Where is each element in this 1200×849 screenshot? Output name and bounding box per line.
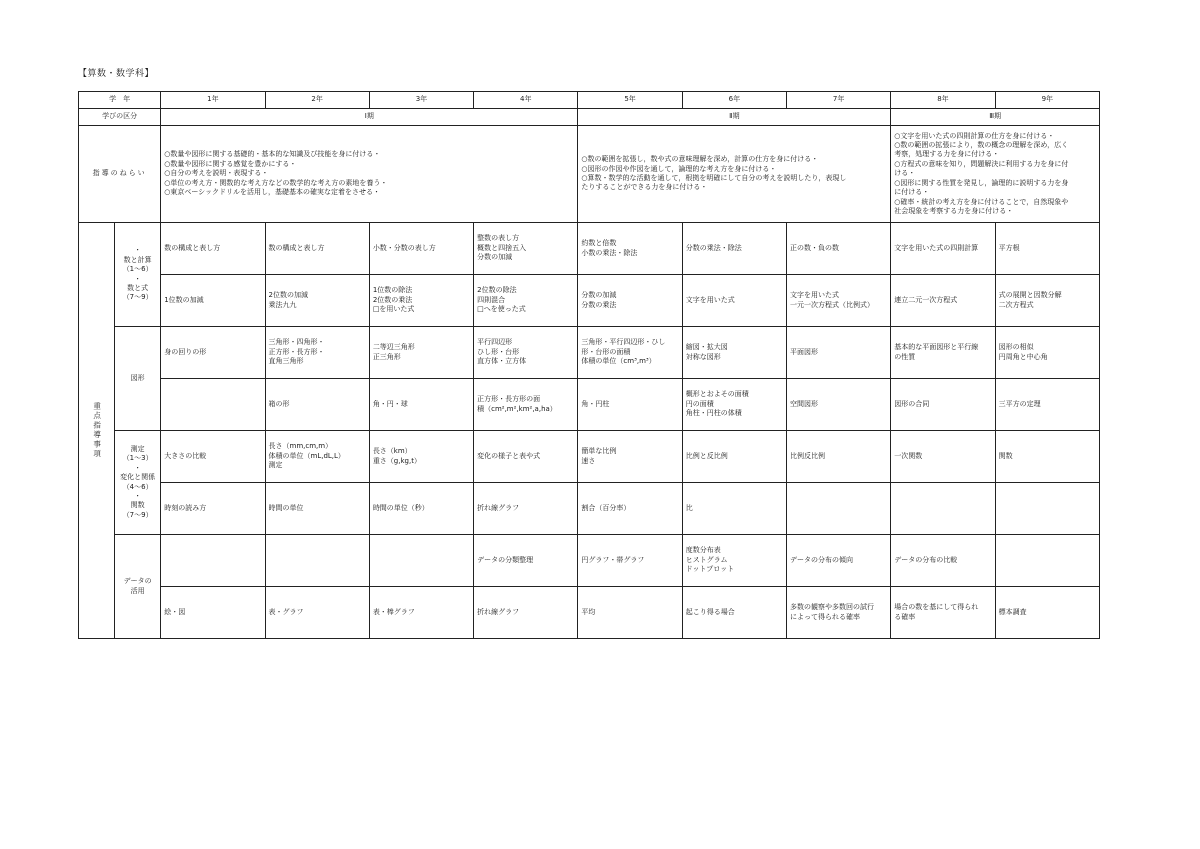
grade-cell	[265, 275, 369, 327]
grade-cell	[891, 587, 995, 639]
cell-line: 度数分布表	[685, 546, 721, 555]
grade-cell	[265, 431, 369, 483]
grade-4-header: 4年	[474, 92, 578, 109]
grade-cell	[161, 379, 265, 431]
cell-line: 図形の相似	[998, 343, 1034, 352]
figure-row-2	[79, 379, 1100, 431]
cell-line: 平面図形	[790, 347, 818, 356]
text-line: データの	[123, 577, 152, 586]
cell-line: 体積の単位（cm³,m³）	[581, 357, 656, 366]
stage-label: 学びの区分	[79, 109, 161, 126]
cell-line: 2位数の加減	[268, 291, 308, 300]
text-line: たりすることができる力を身に付ける・	[581, 183, 708, 192]
cell-line: 円グラフ・帯グラフ	[581, 555, 645, 564]
grade-cell	[161, 587, 265, 639]
text-line: 社会現象を考察する力を身に付ける・	[894, 207, 1014, 216]
cell-line: 分数の加減	[477, 253, 513, 262]
cell-line: 縮図・拡大図	[685, 343, 728, 352]
text-line: ・	[134, 274, 142, 283]
cell-line: 1位数の加減	[164, 295, 204, 304]
grade-cell	[474, 223, 578, 275]
cell-line: 時間の単位	[268, 503, 304, 512]
cell-line: 変化の様子と表や式	[477, 451, 541, 460]
grade-header-row	[79, 92, 1100, 109]
cell-line: 簡単な比例	[581, 447, 617, 456]
cell-line: 小数の乗法・除法	[581, 248, 638, 257]
cell-line: 2位数の乗法	[372, 295, 413, 304]
grade-cell	[995, 223, 1099, 275]
text-line: 活用	[130, 586, 145, 595]
grade-cell	[369, 275, 473, 327]
cell-line: 一次関数	[894, 451, 923, 460]
grade-cell	[161, 275, 265, 327]
grade-cell	[369, 535, 473, 587]
grade-cell	[578, 379, 682, 431]
cell-line: 時刻の読み方	[164, 503, 207, 512]
grade-cell	[474, 431, 578, 483]
text-line: ○数の範囲の拡張により，数の概念の理解を深め，広く	[894, 140, 1069, 149]
cell-line: ドットプロット	[685, 565, 735, 574]
grade-cell	[474, 379, 578, 431]
cell-line: る確率	[894, 612, 916, 621]
grade-cell	[265, 587, 369, 639]
text-line: （7～9）	[122, 510, 153, 519]
cell-line: 二次方程式	[998, 300, 1034, 309]
text-line: ・	[134, 491, 142, 500]
text-line: ける・	[894, 169, 916, 178]
text-line: ○数の範囲を拡張し，数や式の意味理解を深め，計算の仕方を身に付ける・	[581, 155, 819, 164]
grade-cell	[474, 483, 578, 535]
grade-cell	[474, 587, 578, 639]
cell-line: 連立二元一次方程式	[894, 295, 958, 304]
grade-cell	[369, 327, 473, 379]
cell-line: 円周角と中心角	[998, 352, 1048, 361]
grade-cell	[578, 275, 682, 327]
cell-line: 平行四辺形	[477, 338, 513, 347]
cell-line: 基本的な平面図形と平行線	[894, 343, 979, 352]
measure-row-1	[79, 431, 1100, 483]
cell-line: 場合の数を基にして得られ	[894, 603, 979, 612]
text-line: ○数量や図形に関する感覚を豊かにする・	[164, 159, 297, 168]
grade-cell	[578, 431, 682, 483]
cell-line: 空間図形	[790, 399, 818, 408]
data-row-1	[79, 535, 1100, 587]
cell-line: 大きさの比較	[164, 451, 207, 460]
grade-cell	[787, 275, 891, 327]
cell-line: 分数の乗法	[581, 300, 617, 309]
area-measurement-relations	[115, 431, 161, 535]
text-line: に付ける・	[894, 188, 930, 197]
grade-cell	[578, 223, 682, 275]
cell-line: データの分布の傾向	[790, 555, 853, 564]
cell-line: 数の構成と表し方	[164, 243, 221, 252]
cell-line: 概形とおよその面積	[685, 390, 749, 399]
cell-line: 比	[685, 503, 693, 512]
cell-line: 角・円・球	[372, 399, 408, 408]
cell-line: 1位数の除法	[372, 286, 413, 295]
grade-cell	[787, 431, 891, 483]
text-line: （4～6）	[122, 482, 153, 491]
grade-cell	[891, 275, 995, 327]
cell-line: 文字を用いた式	[685, 295, 735, 304]
grade-cell	[161, 483, 265, 535]
data-row-2	[79, 587, 1100, 639]
stage-3: Ⅲ期	[891, 109, 1100, 126]
grade-cell	[369, 431, 473, 483]
text-line: （7～9）	[122, 293, 153, 302]
cell-line: データの分布の比較	[894, 555, 958, 564]
cell-line: 測定	[268, 461, 283, 470]
grade-cell	[682, 587, 786, 639]
cell-line: 多数の観察や多数回の試行	[790, 603, 874, 612]
grade-cell	[369, 379, 473, 431]
grade-cell	[578, 483, 682, 535]
cell-line: 形・台形の面積	[581, 347, 631, 356]
cell-line: によって得られる確率	[790, 612, 860, 621]
text-line: ・	[134, 463, 142, 472]
grade-cell	[891, 431, 995, 483]
grade-7-header: 7年	[787, 92, 891, 109]
grade-cell	[995, 379, 1099, 431]
cell-line: 標本調査	[998, 607, 1027, 616]
cell-line: 体積の単位（mL,dL,L）	[268, 451, 345, 460]
cell-line: 速さ	[581, 456, 596, 465]
measure-row-2	[79, 483, 1100, 535]
grade-header-label: 学 年	[79, 92, 161, 109]
text-line: 測定	[130, 444, 145, 453]
grade-cell	[265, 379, 369, 431]
cell-line: 平方根	[998, 243, 1020, 252]
grade-cell	[265, 483, 369, 535]
cell-line: の性質	[894, 352, 916, 361]
cell-line: 約数と倍数	[581, 239, 617, 248]
area-number-and-calculation	[115, 223, 161, 327]
grade-cell	[891, 535, 995, 587]
cell-line: □を用いた式	[372, 305, 415, 314]
cell-line: 表・棒グラフ	[372, 607, 415, 616]
grade-cell	[995, 535, 1099, 587]
cell-line: 積（cm²,m²,km²,a,ha）	[477, 404, 557, 413]
area-figures	[115, 327, 161, 431]
cell-line: ヒストグラム	[685, 555, 728, 564]
text-line: ○方程式の意味を知り，問題解決に利用する力を身に付	[894, 159, 1069, 168]
cell-line: 乗法九九	[268, 300, 297, 309]
cell-line: 円の面積	[685, 399, 714, 408]
text-line: ○文字を用いた式の四則計算の仕方を身に付ける・	[894, 131, 1055, 140]
grade-cell	[682, 379, 786, 431]
document-title: 【算数・数学科】	[78, 69, 155, 79]
cell-line: 小数・分数の表し方	[372, 243, 436, 252]
cell-line: 折れ線グラフ	[477, 503, 520, 512]
cell-line: 比例と反比例	[685, 451, 728, 460]
grade-cell	[995, 431, 1099, 483]
cell-line: 式の展開と因数分解	[998, 291, 1062, 300]
grade-cell	[682, 223, 786, 275]
grade-cell	[369, 483, 473, 535]
grade-cell	[787, 483, 891, 535]
cell-line: 整数の表し方	[477, 234, 520, 243]
grade-cell	[265, 535, 369, 587]
grade-cell	[474, 327, 578, 379]
grade-cell	[161, 327, 265, 379]
grade-2-header: 2年	[265, 92, 369, 109]
cell-line: 一元一次方程式（比例式）	[790, 300, 874, 309]
grade-cell	[682, 535, 786, 587]
grade-cell	[474, 535, 578, 587]
grade-cell	[369, 587, 473, 639]
cell-line: 対称な図形	[685, 352, 721, 361]
grade-cell	[995, 483, 1099, 535]
grade-cell	[891, 483, 995, 535]
grade-cell	[265, 327, 369, 379]
cell-line: 長さ（mm,cm,m）	[268, 442, 333, 451]
cell-line: 分数の加減	[581, 291, 617, 300]
text-line: ○数量や図形に関する基礎的・基本的な知識及び技能を身に付ける・	[164, 150, 381, 159]
grade-cell	[578, 535, 682, 587]
stage-1: Ⅰ期	[161, 109, 578, 126]
text-line: 変化と関係	[120, 473, 156, 482]
text-line: ・	[134, 246, 142, 255]
cell-line: ひし形・台形	[477, 347, 520, 356]
cell-line: 2位数の除法	[477, 286, 517, 295]
grade-8-header: 8年	[891, 92, 995, 109]
cell-line: 長さ（km）	[372, 447, 412, 456]
grade-cell	[891, 379, 995, 431]
cell-line: 絵・図	[164, 607, 186, 616]
cell-line: 文字を用いた式の四則計算	[894, 243, 979, 252]
cell-line: 角・円柱	[581, 399, 610, 408]
cell-line: 三角形・平行四辺形・ひし	[581, 338, 666, 347]
cell-line: 三角形・四角形・	[268, 338, 325, 347]
text-line: 数と計算	[123, 255, 152, 264]
cell-line: 三平方の定理	[998, 399, 1041, 408]
grade-cell	[787, 379, 891, 431]
grade-cell	[787, 587, 891, 639]
cell-line: 直方体・立方体	[477, 357, 527, 366]
cell-line: 分数の乗法・除法	[685, 243, 742, 252]
grade-cell	[161, 431, 265, 483]
text-line: ○東京ベーシックドリルを活用し，基礎基本の確実な定着をさせる・	[164, 188, 381, 197]
text-line: 数と式	[127, 283, 149, 292]
grade-cell	[265, 223, 369, 275]
grade-cell	[787, 223, 891, 275]
cell-line: 時間の単位（秒）	[372, 503, 429, 512]
number-row-1	[79, 223, 1100, 275]
grade-cell	[161, 535, 265, 587]
focus-items-text: 重点指導事項	[92, 402, 102, 459]
grade-cell	[787, 535, 891, 587]
text-line: （1～6）	[122, 265, 153, 274]
text-line: ○確率・統計の考え方を身に付けることで，自然現象や	[894, 197, 1069, 206]
grade-6-header: 6年	[682, 92, 786, 109]
grade-cell	[891, 327, 995, 379]
cell-line: 起こり得る場合	[685, 607, 735, 616]
cell-line: 関数	[998, 451, 1013, 460]
aims-stage-3	[891, 126, 1100, 223]
cell-line: 平均	[581, 607, 596, 616]
focus-items-label	[79, 223, 115, 639]
cell-line: 表・グラフ	[268, 607, 304, 616]
cell-line: 直角三角形	[268, 357, 304, 366]
cell-line: 箱の形	[268, 399, 290, 408]
cell-line: 折れ線グラフ	[477, 607, 520, 616]
text-line: ○自分の考えを説明・表現する・	[164, 169, 269, 178]
text-line: ○図形の作図や作図を通して，論理的な考え方を身に付ける・	[581, 164, 777, 173]
text-line: ○図形に関する性質を発見し，論理的に説明する力を身	[894, 178, 1069, 187]
stage-2: Ⅱ期	[578, 109, 891, 126]
cell-line: □へを使った式	[477, 305, 526, 314]
cell-line: 正方形・長方形の面	[477, 395, 541, 404]
cell-line: データの分類整理	[477, 555, 534, 564]
cell-line: 正方形・長方形・	[268, 347, 325, 356]
grade-cell	[995, 587, 1099, 639]
cell-line: 重さ（g,kg,t）	[372, 456, 421, 465]
area-data-utilization	[115, 535, 161, 639]
grade-1-header: 1年	[161, 92, 265, 109]
grade-cell	[682, 327, 786, 379]
cell-line: 概数と四捨五入	[477, 243, 527, 252]
grade-cell	[682, 431, 786, 483]
cell-line: 二等辺三角形	[372, 343, 415, 352]
grade-cell	[995, 327, 1099, 379]
text-line: 関数	[130, 501, 145, 510]
aims-stage-1	[161, 126, 578, 223]
text-line: ○単位の考え方・関数的な考え方などの数学的な考え方の素地を養う・	[164, 178, 388, 187]
cell-line: 四則混合	[477, 295, 506, 304]
cell-line: 身の回りの形	[164, 347, 207, 356]
grade-cell	[369, 223, 473, 275]
cell-line: 数の構成と表し方	[268, 243, 325, 252]
figure-row-1	[79, 327, 1100, 379]
grade-cell	[995, 275, 1099, 327]
grade-9-header: 9年	[995, 92, 1099, 109]
cell-line: 割合（百分率）	[581, 503, 631, 512]
grade-cell	[891, 223, 995, 275]
aims-row	[79, 126, 1100, 223]
aims-stage-2	[578, 126, 891, 223]
cell-line: 正の数・負の数	[790, 243, 839, 252]
grade-cell	[578, 327, 682, 379]
grade-5-header: 5年	[578, 92, 682, 109]
text-line: （1～3）	[122, 454, 153, 463]
grade-3-header: 3年	[369, 92, 473, 109]
text-line: ○算数・数学的な活動を通して，根拠を明確にして自分の考えを説明したり，表現し	[581, 174, 847, 182]
grade-cell	[578, 587, 682, 639]
aims-label: 指導のねらい	[79, 126, 161, 223]
number-row-2	[79, 275, 1100, 327]
text-line: 図形	[130, 373, 145, 382]
curriculum-table	[78, 91, 1100, 639]
stage-row	[79, 109, 1100, 126]
cell-line: 図形の合同	[894, 399, 930, 408]
cell-line: 角柱・円柱の体積	[685, 409, 742, 418]
grade-cell	[161, 223, 265, 275]
grade-cell	[474, 275, 578, 327]
cell-line: 正三角形	[372, 352, 401, 361]
grade-cell	[682, 483, 786, 535]
cell-line: 比例反比例	[790, 451, 825, 460]
text-line: 考察，処理する力を身に付ける・	[894, 150, 1000, 159]
cell-line: 文字を用いた式	[790, 291, 839, 300]
grade-cell	[682, 275, 786, 327]
grade-cell	[787, 327, 891, 379]
